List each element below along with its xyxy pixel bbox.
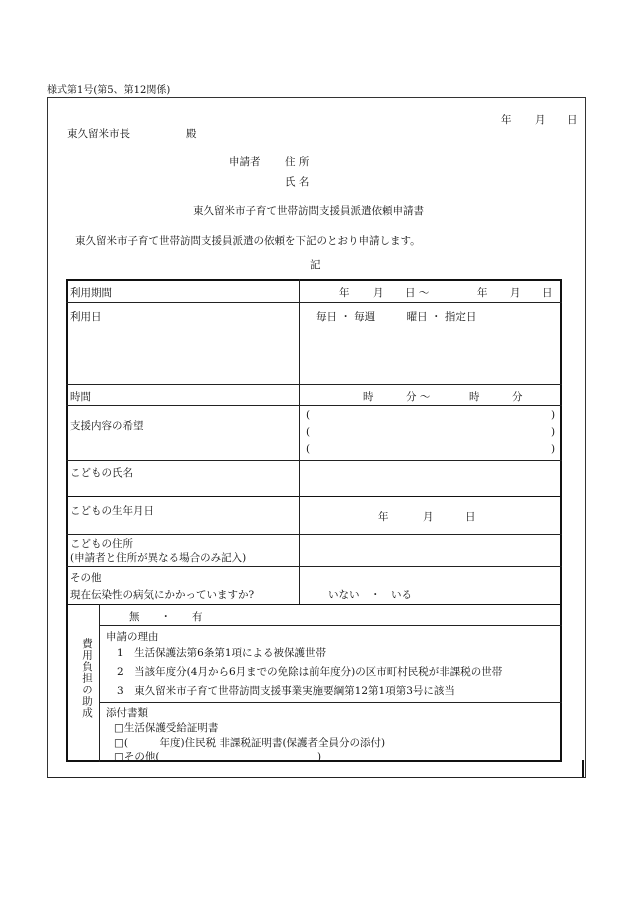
- time-hour1: 時: [363, 391, 374, 403]
- time-label: 時間: [70, 391, 91, 403]
- applicant-address-label: 住 所: [285, 156, 310, 168]
- addressee-name: 東久留米市長: [67, 128, 130, 140]
- row-divider: [66, 460, 562, 461]
- document-title: 東久留米市子育て世帯訪問支援員派遣依頼申請書: [193, 205, 424, 217]
- row-divider: [66, 566, 562, 567]
- child-name-label: こどもの氏名: [70, 467, 133, 479]
- child-birth-month: 月: [423, 511, 434, 523]
- period-month1: 月: [373, 287, 384, 299]
- support-close-1: ): [551, 409, 556, 421]
- reason-title: 申請の理由: [106, 631, 159, 643]
- support-close-2: ): [551, 426, 556, 438]
- child-address-label: こどもの住所: [70, 538, 133, 550]
- period-year1: 年: [339, 287, 350, 299]
- row-divider: [66, 405, 562, 406]
- subsidy-vertical-label: 費用負担の助成: [81, 638, 93, 719]
- support-open-2: (: [306, 426, 311, 438]
- period-day2: 日: [542, 287, 553, 299]
- date-day: 日: [567, 114, 578, 126]
- child-address-note: (申請者と住所が異なる場合のみ記入): [70, 552, 247, 564]
- row-divider: [66, 604, 562, 605]
- time-hour2: 時: [469, 391, 480, 403]
- other-label: その他: [70, 572, 102, 584]
- applicant-label: 申請者: [229, 156, 261, 168]
- date-year: 年: [501, 114, 512, 126]
- reason-item: 3 東久留米市子育て世帯訪問支援事業実施要綱第12第1項第3号に該当: [117, 685, 455, 697]
- reason-item: 2 当該年度分(4月から6月までの免除は前年度分)の区市町村民税が非課税の世帯: [117, 666, 503, 678]
- row-divider: [99, 702, 562, 703]
- row-divider: [99, 625, 562, 626]
- frame-corner-mark: [582, 760, 584, 777]
- support-open-1: (: [306, 409, 311, 421]
- form-number: 様式第1号(第5、第12関係): [47, 85, 171, 96]
- other-question: 現在伝染性の病気にかかっていますか?: [70, 589, 255, 601]
- row-divider: [66, 534, 562, 535]
- time-min2: 分: [512, 391, 523, 403]
- row-divider: [66, 384, 562, 385]
- attachments-title: 添付書類: [106, 707, 148, 719]
- child-birth-label: こどもの生年月日: [70, 505, 154, 517]
- ki-label: 記: [310, 259, 321, 271]
- intro-text: 東久留米市子育て世帯訪問支援員派遣の依頼を下記のとおり申請します。: [75, 235, 421, 247]
- date-month: 月: [535, 114, 546, 126]
- days-options: 毎日 ・ 毎週 曜日 ・ 指定日: [316, 311, 477, 323]
- column-divider: [299, 279, 300, 604]
- subsidy-choice: 無 ・ 有: [129, 611, 203, 623]
- support-open-3: (: [306, 443, 311, 455]
- support-close-3: ): [551, 443, 556, 455]
- child-birth-day: 日: [465, 511, 476, 523]
- attachment-item: □その他( ): [114, 751, 322, 763]
- time-min1: 分 ～: [406, 391, 431, 403]
- period-day1: 日 ～: [405, 287, 430, 299]
- period-label: 利用期間: [70, 287, 112, 299]
- applicant-name-label: 氏 名: [285, 176, 310, 188]
- other-answer-options: いない ・ いる: [328, 589, 412, 601]
- row-divider: [66, 496, 562, 497]
- subsidy-label-divider: [99, 604, 100, 762]
- period-month2: 月: [510, 287, 521, 299]
- support-label: 支援内容の希望: [70, 420, 144, 432]
- days-label: 利用日: [70, 311, 102, 323]
- period-year2: 年: [477, 287, 488, 299]
- child-birth-year: 年: [378, 511, 389, 523]
- attachment-item: □( 年度)住民税 非課税証明書(保護者全員分の添付): [114, 737, 386, 749]
- attachment-item: □生活保護受給証明書: [114, 722, 219, 734]
- addressee-honorific: 殿: [186, 128, 197, 140]
- row-divider: [66, 302, 562, 303]
- reason-item: 1 生活保護法第6条第1項による被保護世帯: [117, 647, 327, 659]
